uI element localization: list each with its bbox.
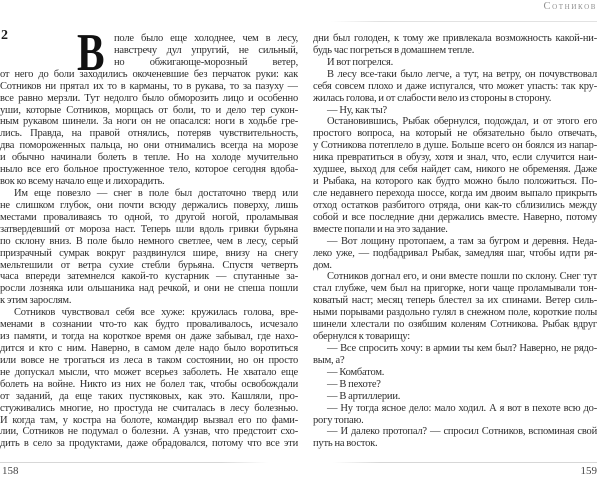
- text-line: от него до боли заходились окоченевшие без перчаток руки: как: [0, 68, 298, 80]
- text-line: собой и все последние дни держались вместе. Наверно, потому: [313, 211, 597, 223]
- text-line: росли лозняка или ольшаника над речкой, и они не спеша пошли: [0, 283, 298, 295]
- text-line: будь час погреться в домашнем тепле.: [313, 44, 475, 56]
- text-line: стуживались многие, но простуда не считалась в лесу болезнью.: [0, 402, 298, 414]
- text-line: — Комбатом.: [327, 366, 385, 378]
- text-line: В лесу все-таки было легче, а тут, на ветру, он почувствовал: [327, 68, 597, 80]
- text-line: мельтешили от ветра сухие стебли бурьяна. Спустя четверть: [0, 259, 298, 271]
- text-line: но обжигающе-морозный ветер,: [114, 56, 298, 68]
- text-line: Сотников чувствовал себя все хуже: кружилась голова, вре-: [14, 307, 298, 319]
- text-line: ныло все его больное простуженное тело, которое сегодня вдоба-: [0, 164, 298, 176]
- text-line: дни был голоден, к тому же привлекала возможность какой-ни-: [313, 33, 597, 44]
- text-line: простого вопроса, на который не обязательно было отвечать,: [313, 128, 597, 140]
- text-line: ника превратиться в обузу, хотя и знал, что, если случится наи-: [313, 152, 597, 164]
- text-line: навстречу дул упругий, не сильный,: [114, 44, 298, 56]
- right-page-number: 159: [580, 465, 597, 477]
- text-line: — И далеко протопал? — спросил Сотников, вспоминая свой: [327, 426, 597, 438]
- text-line: дить в село за продуктами, даже обрадовался, потому что все эти: [0, 438, 298, 450]
- text-line: И вот погрелся.: [327, 56, 394, 68]
- text-line: стал глубже, чем был на пригорке, ноги чаще проламывали тон-: [313, 283, 597, 295]
- text-line: поле было еще холоднее, чем в лесу,: [114, 33, 298, 44]
- text-line: болеть на войне. Никто из них не болел так, чтобы освобождали: [0, 378, 298, 390]
- text-line: дом.: [313, 259, 332, 271]
- left-page-text: [0, 33, 298, 450]
- text-line: Остановившись, Рыбак обернулся, подождал, и от этого его: [327, 116, 597, 128]
- text-line: отход остатков разбитого отряда, они как-то сблизились между: [313, 199, 597, 211]
- left-page-number: 158: [2, 465, 19, 477]
- text-line: жилась голова, и от слабости вело из стороны в сторону.: [313, 92, 552, 104]
- text-line: вок ко всему начало еще и лихорадить.: [0, 176, 165, 188]
- text-line: и обычно начинали болеть в тепле. Но на холоде мучительно: [0, 152, 298, 164]
- text-line: шинели хлестали по озябшим коленям Сотникова. Рыбак вдруг: [313, 319, 597, 331]
- text-line: лии, Сотников не подумал о болезни. А узнав, что предстоит схо-: [0, 426, 298, 438]
- text-line: и Рыбака, на которого как будто можно было положиться. По-: [313, 176, 597, 188]
- chapter-number: 2: [1, 28, 8, 43]
- text-line: обернулся к товарищу:: [313, 331, 411, 343]
- text-line: путь на восток.: [313, 438, 378, 450]
- running-header: Сотников: [543, 1, 597, 12]
- text-line: от заданий, да еще таких пустяковых, как это. Кашляли, про-: [0, 390, 298, 402]
- text-line: — Вот лощину протопаем, а там за бугром и деревня. Неда-: [327, 235, 597, 247]
- text-line: коватый наст; месяц теперь блестел за их спинами. Ветер силь-: [313, 295, 597, 307]
- text-line: Сотников догнал его, и они вместе пошли по склону. Снег тут: [327, 271, 597, 283]
- text-line: — Все спросить хочу: в армии ты кем был? Наверно, не рядо-: [327, 342, 597, 354]
- text-line: — Ну тогда ясное дело: мало ходил. А я вот в пехоте всю до-: [327, 402, 597, 414]
- text-line: — В артиллерии.: [327, 390, 401, 402]
- text-line: призрачный сумрак вокруг раздвинулся шире, внизу на снегу: [0, 247, 298, 259]
- drop-cap: В: [77, 24, 105, 82]
- text-line: рогу топаю.: [313, 414, 364, 426]
- text-line: не допускал мысли, что может всерьез заболеть. Не хватало еще: [0, 366, 298, 378]
- text-line: местами проваливаясь то одной, то другой ногой, проламывая: [0, 211, 298, 223]
- text-line: уши, которые Сотников, морщась от боли, то и дело тер сукон-: [0, 104, 298, 116]
- text-line: леко уже, — подбадривал Рыбак, замедляя шаг, чтобы идти ря-: [313, 247, 597, 259]
- text-line: худшее, выход для себя найдет сам, никого не обременяя. Даже: [313, 164, 597, 176]
- text-line: Им еще повезло — снег в поле был достаточно тверд или: [14, 187, 298, 199]
- header-rule: [331, 21, 597, 22]
- text-line: Сотников ни прятал их то в карманы, то в рукава, то за пазуху —: [0, 80, 298, 92]
- text-line: из памяти, и тогда на короткое время он даже забывал, где нахо-: [0, 331, 298, 343]
- text-line: два помороженных пальца, но они отнимались всегда на морозе: [0, 140, 298, 152]
- left-footer-rule: [0, 462, 268, 463]
- text-line: — Ну, как ты?: [327, 104, 387, 116]
- right-page-text: [313, 33, 597, 450]
- text-line: дится и кто с ним. Наверно, в самом деле надо было воротиться: [0, 342, 298, 354]
- text-line: И когда там, у костра на болоте, командир вызвал его по фами-: [0, 414, 298, 426]
- text-line: лись. Правда, на правой отнялись, потеряв чувствительность,: [0, 128, 298, 140]
- text-line: вым, а?: [313, 354, 345, 366]
- text-line: сле недавнего перехода шоссе, когда им двоим выпало прикрыть: [313, 187, 597, 199]
- right-footer-rule: [333, 462, 597, 463]
- text-line: по склону вниз. В поле было немного светлее, чем в лесу, серый: [0, 235, 298, 247]
- text-line: не слишком глубок, они почти всюду держались поверху, лишь: [0, 199, 298, 211]
- text-line: у Сотникова потеплело в душе. Больше всего он боялся из напар-: [313, 140, 597, 152]
- text-line: все равно мерзли. Тут недолго было обморозить лицо и особенно: [0, 92, 298, 104]
- text-line: или вовсе не трогаться из леса в таком состоянии, но он просто: [0, 354, 298, 366]
- text-line: часа впереди затемнелся какой-то кустарник — спутанные за-: [0, 271, 298, 283]
- text-line: ным рукавом шинели. За ноги он не опасался: ноги в ходьбе гре-: [0, 116, 298, 128]
- text-line: — В пехоте?: [327, 378, 381, 390]
- text-line: к этим зарослям.: [0, 295, 72, 307]
- text-line: затвердевший от мороза наст. Теперь шли вдоль гривки бурьяна: [0, 223, 298, 235]
- text-line: менами в сознании что-то как будто проваливалось, исчезало: [0, 319, 298, 331]
- text-line: себя совсем плохо и даже испугался, что может упасть: так кру-: [313, 80, 597, 92]
- text-line: вместе попали и на это задание.: [313, 223, 448, 235]
- text-line: ными порывами раздольно гулял в снежном поле, короткие полы: [313, 307, 597, 319]
